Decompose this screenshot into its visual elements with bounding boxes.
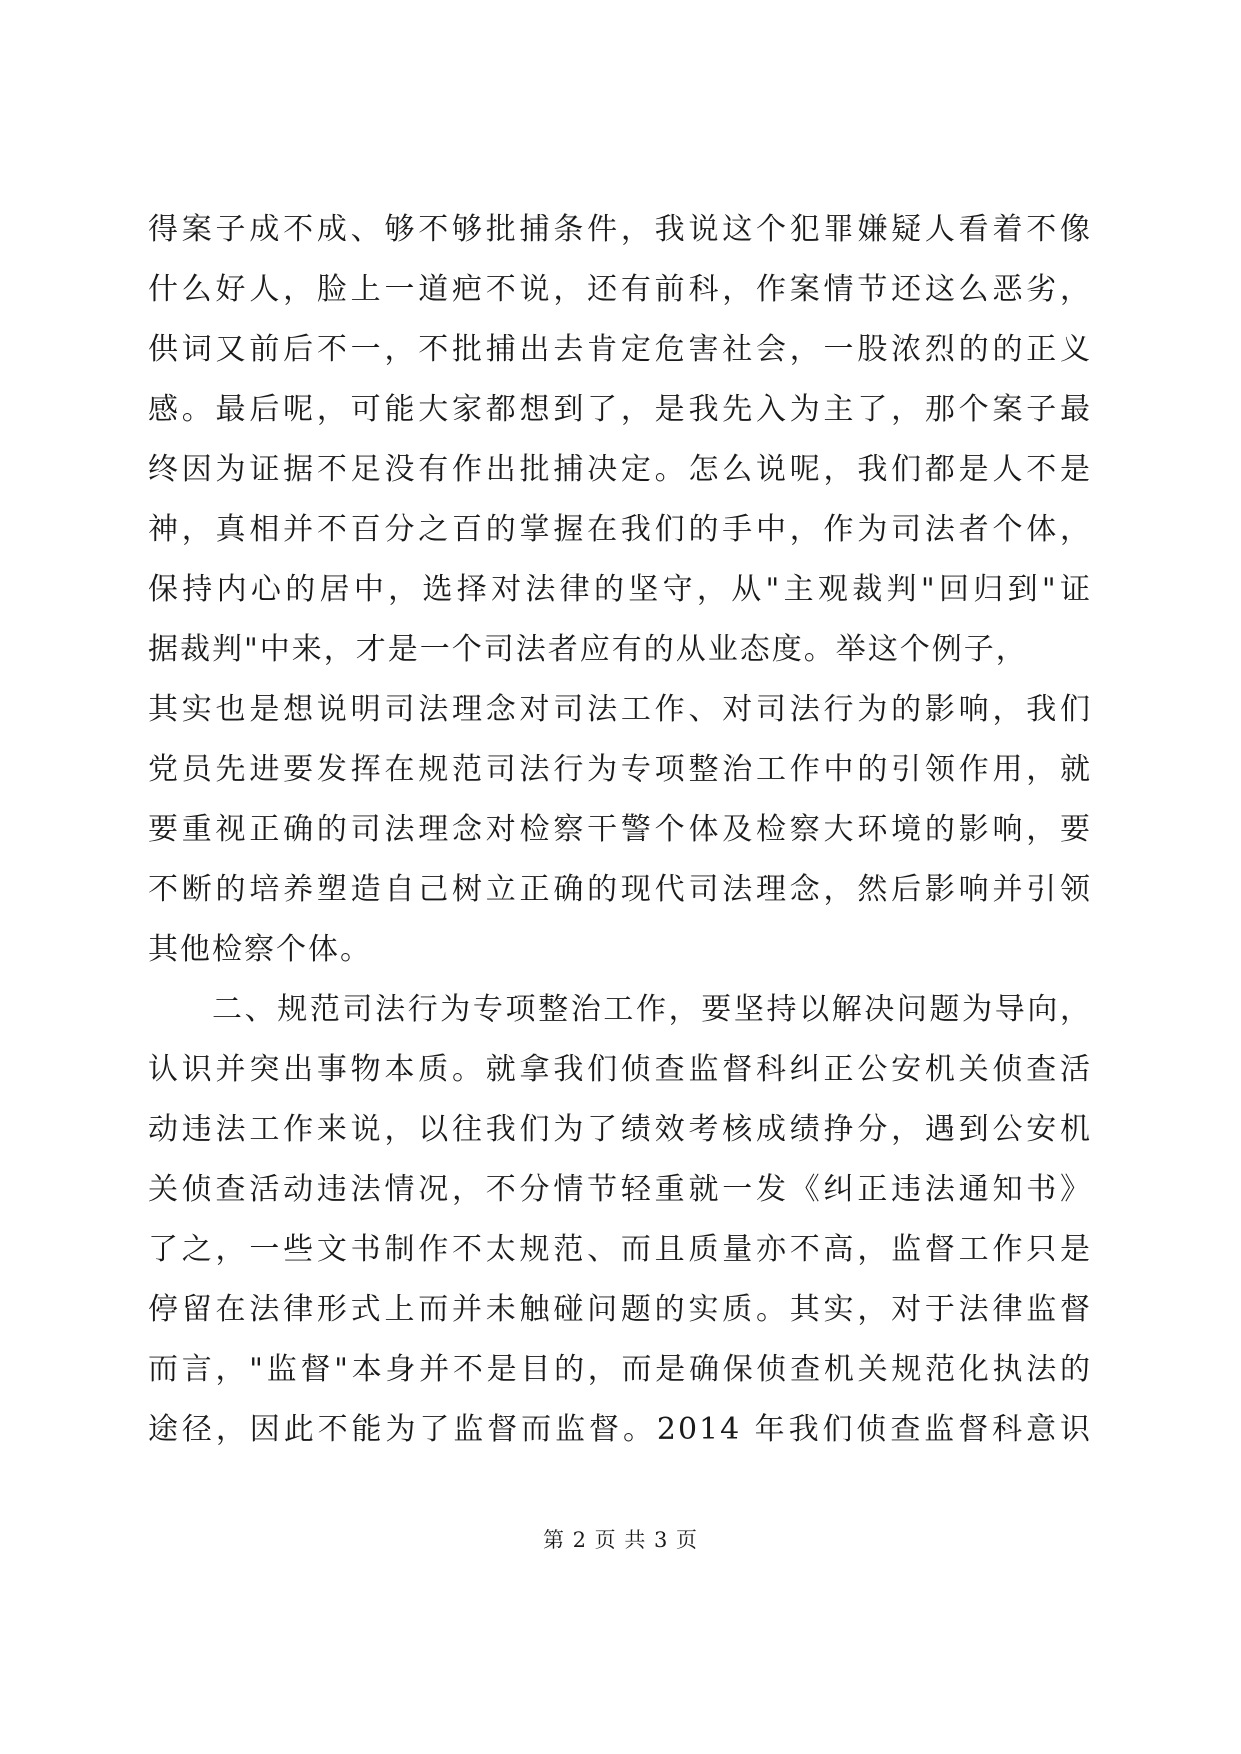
text-line: 感。最后呢，可能大家都想到了，是我先入为主了，那个案子最 (148, 392, 1092, 427)
text-line: 党员先进要发挥在规范司法行为专项整治工作中的引领作用，就 (148, 752, 1092, 787)
text-line: 其实也是想说明司法理念对司法工作、对司法行为的影响，我们 (148, 692, 1092, 727)
text-line: 据裁判"中来，才是一个司法者应有的从业态度。举这个例子， (148, 632, 1028, 667)
text-line: 神，真相并不百分之百的掌握在我们的手中，作为司法者个体， (148, 512, 1092, 547)
text-line: 终因为证据不足没有作出批捕决定。怎么说呢，我们都是人不是 (148, 452, 1092, 487)
text-line: 途径，因此不能为了监督而监督。2014 年我们侦查监督科意识 (148, 1412, 1092, 1447)
text-line: 得案子成不成、够不够批捕条件，我说这个犯罪嫌疑人看着不像 (148, 212, 1092, 247)
text-line: 保持内心的居中，选择对法律的坚守，从"主观裁判"回归到"证 (148, 572, 1092, 607)
text-line: 什么好人，脸上一道疤不说，还有前科，作案情节还这么恶劣， (148, 272, 1092, 307)
text-line: 认识并突出事物本质。就拿我们侦查监督科纠正公安机关侦查活 (148, 1052, 1092, 1087)
text-line: 了之，一些文书制作不太规范、而且质量亦不高，监督工作只是 (148, 1232, 1092, 1267)
text-line: 要重视正确的司法理念对检察干警个体及检察大环境的影响，要 (148, 812, 1092, 847)
document-body (148, 200, 1092, 1460)
text-line: 不断的培养塑造自己树立正确的现代司法理念，然后影响并引领 (148, 872, 1092, 907)
page-number-footer: 第 2 页 共 3 页 (542, 1528, 699, 1552)
paragraph-start-line: 二、规范司法行为专项整治工作，要坚持以解决问题为导向， (212, 992, 1092, 1027)
text-line: 其他检察个体。 (148, 932, 372, 967)
text-line: 关侦查活动违法情况，不分情节轻重就一发《纠正违法通知书》 (148, 1172, 1092, 1207)
text-line: 停留在法律形式上而并未触碰问题的实质。其实，对于法律监督 (148, 1292, 1092, 1327)
text-line: 而言，"监督"本身并不是目的，而是确保侦查机关规范化执法的 (148, 1352, 1092, 1387)
text-line: 动违法工作来说，以往我们为了绩效考核成绩挣分，遇到公安机 (148, 1112, 1092, 1147)
text-line: 供词又前后不一，不批捕出去肯定危害社会，一股浓烈的的正义 (148, 332, 1092, 367)
